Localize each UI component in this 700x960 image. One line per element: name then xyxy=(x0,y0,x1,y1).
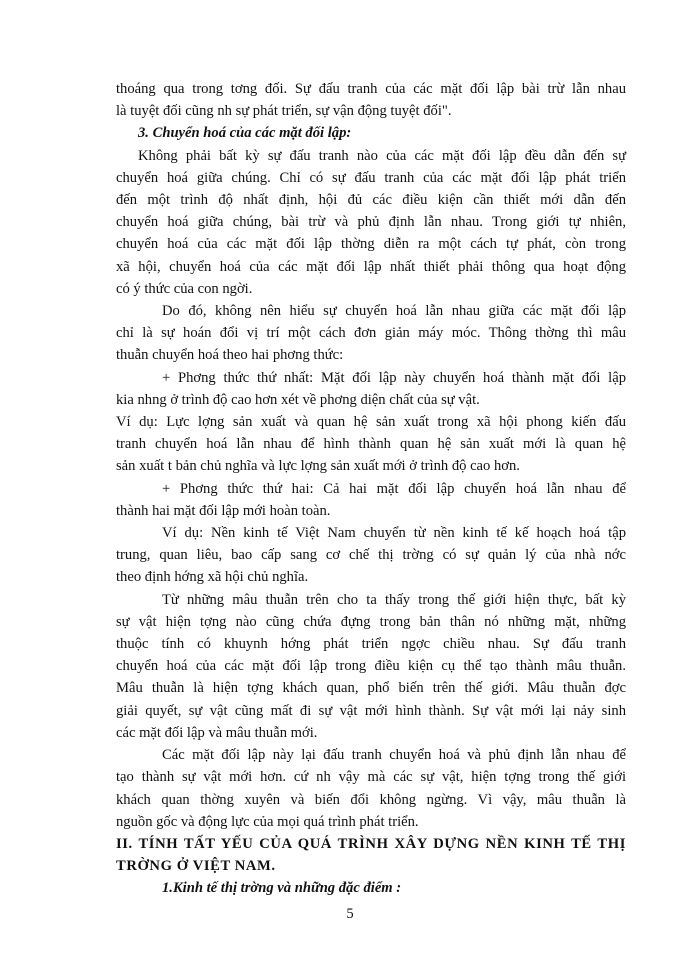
paragraph-line: các mặt đối lập và mâu thuẫn mới. xyxy=(116,724,318,741)
paragraph-line: tranh chuyển hoá lẫn nhau để hình thành quan hệ sản xuất mới là quan hệ xyxy=(116,436,626,453)
paragraph-line: chuyển hoá của các mặt đối lập thờng diễn ra một cách tự phát, còn trong xyxy=(116,236,626,253)
paragraph-line: chuyển hoá giữa chúng, bài trừ và phủ định lẫn nhau. Trong giới tự nhiên, xyxy=(116,214,626,231)
paragraph-line: chỉ là sự hoán đổi vị trí một cách đơn giản máy móc. Thông thờng thì mâu xyxy=(116,325,626,342)
paragraph-line: chuyển hoá giữa chúng. Chỉ có sự đấu tranh của các mặt đối lập phát triển xyxy=(116,169,626,186)
paragraph-line: Ví dụ: Lực lợng sản xuất và quan hệ sản xuất trong xã hội phong kiến đấu xyxy=(116,414,626,431)
paragraph-line: khách quan thờng xuyên và biến đổi không ngừng. Vì vậy, mâu thuẫn là xyxy=(116,791,626,808)
paragraph-line: sản xuất t bản chủ nghĩa và lực lợng sản xuất mới ở trình độ cao hơn. xyxy=(116,458,520,475)
paragraph-continuation-line-1: thoáng qua trong tơng đối. Sự đấu tranh của các mặt đối lập bài trừ lẫn nhau xyxy=(116,81,626,97)
paragraph-line: thuẫn chuyển hoá theo hai phơng thức: xyxy=(116,347,344,364)
paragraph-line: Các mặt đối lập này lại đấu tranh chuyển hoá và phủ định lẫn nhau để xyxy=(162,747,626,764)
paragraph-line: Từ những mâu thuẫn trên cho ta thấy trong thế giới hiện thực, bất kỳ xyxy=(162,591,626,608)
page-content xyxy=(116,78,626,900)
paragraph-line: có ý thức của con ngời. xyxy=(116,280,253,297)
paragraph-line: Do đó, không nên hiểu sự chuyển hoá lẫn nhau giữa các mặt đối lập xyxy=(162,303,626,320)
paragraph-line: kia nhng ở trình độ cao hơn xét về phơng diện chất của sự vật. xyxy=(116,391,480,408)
section-heading-ii: II. TÍNH TẤT YẾU CỦA QUÁ TRÌNH XÂY DỰNG NỀN KINH TẾ THỊ xyxy=(116,835,626,852)
paragraph-line: thành hai mặt đối lập mới hoàn toàn. xyxy=(116,502,331,519)
paragraph-line: Mâu thuẫn là hiện tợng khách quan, phổ biến trên thế giới. Mâu thuẫn đợc xyxy=(116,680,626,697)
paragraph-line: Không phải bất kỳ sự đấu tranh nào của các mặt đối lập đều dẫn đến sự xyxy=(138,147,626,164)
paragraph-continuation-line-2: là tuyệt đối cũng nh sự phát triển, sự vận động tuyệt đối". xyxy=(116,103,452,120)
paragraph-line: nguồn gốc và động lực của mọi quá trình phát triển. xyxy=(116,813,419,830)
subheading-3: 3. Chuyển hoá của các mặt đối lập: xyxy=(138,125,352,142)
subheading-1: 1.Kinh tế thị trờng và những đặc điểm : xyxy=(162,880,402,897)
paragraph-line: theo định hớng xã hội chủ nghĩa. xyxy=(116,569,309,586)
paragraph-line: chuyển hoá của các mặt đối lập trong điều kiện cụ thể tạo thành mâu thuẫn. xyxy=(116,658,626,675)
paragraph-line: trung, quan liêu, bao cấp sang cơ chế thị trờng có sự quản lý của nhà nớc xyxy=(116,547,626,564)
paragraph-line: đến một trình độ nhất định, hội đủ các điều kiện cần thiết mới dẫn đến xyxy=(116,192,626,209)
paragraph-line: + Phơng thức thứ hai: Cả hai mặt đối lập chuyển hoá lẫn nhau để xyxy=(162,480,626,497)
paragraph-line: tạo thành sự vật mới hơn. cứ nh vậy mà các sự vật, hiện tợng trong thế giới xyxy=(116,769,626,786)
paragraph-line: Ví dụ: Nền kinh tế Việt Nam chuyển từ nền kinh tế kế hoạch hoá tập xyxy=(162,525,626,542)
paragraph-line: thuộc tính có khuynh hớng phát triển ngợc chiều nhau. Sự đấu tranh xyxy=(116,636,626,653)
paragraph-line: xã hội, chuyển hoá của các mặt đối lập nhất thiết phải thông qua hoạt động xyxy=(116,258,626,275)
section-heading-ii-cont: TRỜNG Ở VIỆT NAM. xyxy=(116,858,276,875)
paragraph-line: giải quyết, sự vật cũng mất đi sự vật mới hình thành. Sự vật mới lại nảy sinh xyxy=(116,702,626,719)
paragraph-line: sự vật hiện tợng nào cũng chứa đựng trong bản thân nó những mặt, những xyxy=(116,613,626,630)
paragraph-line: + Phơng thức thứ nhất: Mặt đối lập này chuyển hoá thành mặt đối lập xyxy=(162,369,626,386)
page-number: 5 xyxy=(346,906,354,922)
